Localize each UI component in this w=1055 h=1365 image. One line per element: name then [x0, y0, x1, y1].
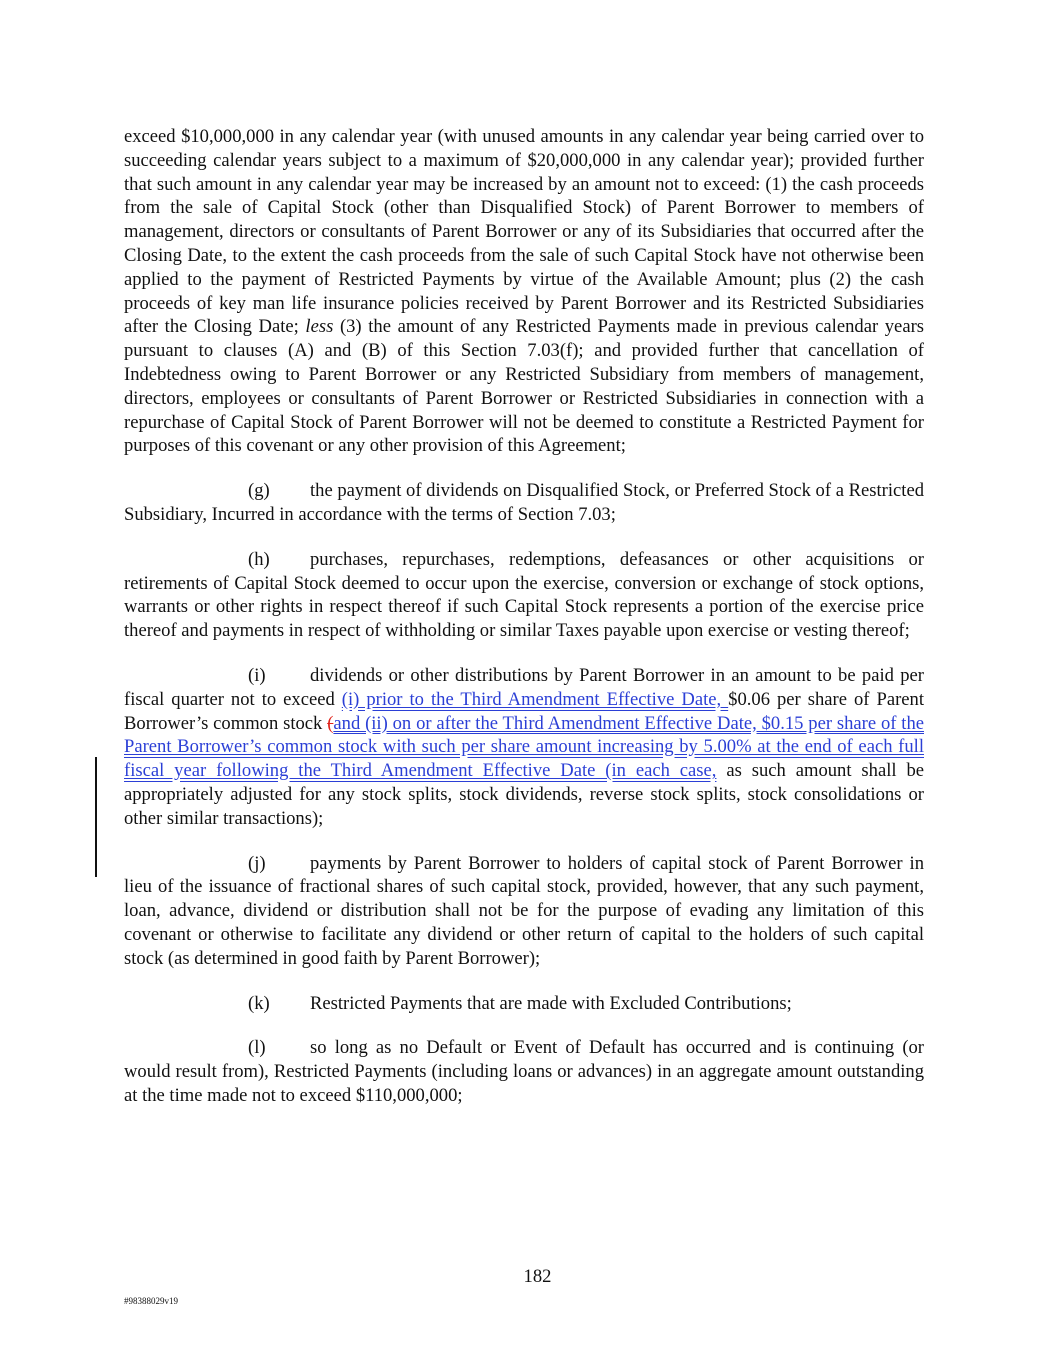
clause-text: purchases, repurchases, redemptions, defeasances or other acquisitions or retirements of Capital Stock deemed to occur upon the exercise, conversion or exchange of stock options, warrants or other rights in respect thereof if such Capital Stock represents a portion of the exercise price thereof and payments in respect of withholding or similar Taxes payable upon exercise or vesting thereof;: [124, 548, 924, 642]
clause-number: (i): [248, 664, 266, 686]
inserted-text: and (ii) on or after the Third Amendment Effective Date, $0.15 per share of the Parent Borrower’s common stock with such per share amount increasing by 5.00% at the end of each full fiscal year following the Third Amendment Effective Date (in each case,: [124, 712, 924, 782]
clause-text: $0.06 per share of Parent Borrower’s common stock: [124, 688, 924, 734]
clause-i: [124, 664, 924, 831]
paragraph-text: exceed $10,000,000 in any calendar year (with unused amounts in any calendar year being carried over to succeeding calendar years subject to a maximum of $20,000,000 in any calendar year); provided further that such amount in any calendar year may be increased by an amount not to exceed: (1) the cash proceeds from the sale of Capital Stock (other than Disqualified Stock) of Parent Borrower to members of management, directors or consultants of Parent Borrower or any of its Subsidiaries that occurred after the Closing Date, to the extent the cash proceeds from the sale of such Capital Stock have not otherwise been applied to the payment of Restricted Payments by virtue of the Available Amount; plus (2) the cash proceeds of key man life insurance policies received by Parent Borrower and its Restricted Subsidiaries after the Closing Date;: [124, 126, 924, 338]
clause-number: (k): [248, 992, 270, 1014]
clause-k: [124, 992, 924, 1016]
clause-text: dividends or other distributions by Parent Borrower in an amount to be paid per fiscal quarter not to exceed: [124, 664, 924, 710]
clause-number: (l): [248, 1037, 266, 1059]
clause-text: as such amount shall be appropriately adjusted for any stock splits, stock dividends, reverse stock splits, stock consolidations or other similar transactions);: [124, 760, 924, 829]
paragraph-continuation: [124, 125, 924, 458]
paragraph-text: (3) the amount of any Restricted Payments made in previous calendar years pursuant to clauses (A) and (B) of this Section 7.03(f); and provided further that cancellation of Indebtedness owing to Parent Borrower or any Restricted Subsidiary from members of management, directors, employees or consultants of Parent Borrower or Restricted Subsidiaries in connection with a repurchase of Capital Stock of Parent Borrower will not be deemed to constitute a Restricted Payment for purposes of this covenant or any other provision of this Agreement;: [124, 316, 924, 457]
document-body: [124, 125, 924, 1129]
page-number: 182: [523, 1266, 552, 1287]
revision-change-bar: [95, 757, 97, 877]
clause-h: [124, 548, 924, 643]
clause-number: (j): [248, 852, 266, 874]
clause-g: [124, 479, 924, 527]
clause-j: [124, 852, 924, 971]
clause-text: Restricted Payments that are made with Excluded Contributions;: [310, 992, 792, 1014]
document-id: #98388029v19: [124, 1296, 178, 1306]
clause-number: (g): [248, 480, 270, 502]
emphasis-less: less: [305, 316, 334, 338]
clause-text: the payment of dividends on Disqualified Stock, or Preferred Stock of a Restricted Subsidiary, Incurred in accordance with the terms of Section 7.03;: [124, 480, 924, 525]
inserted-text: (i) prior to the Third Amendment Effective Date,: [341, 688, 729, 710]
clause-text: so long as no Default or Event of Default has occurred and is continuing (or would result from), Restricted Payments (including loans or advances) in an aggregate amount outstanding at the time made not to exceed $110,000,000;: [124, 1037, 924, 1106]
clause-text: payments by Parent Borrower to holders of capital stock of Parent Borrower in lieu of the issuance of fractional shares of such capital stock, provided, however, that any such payment, loan, advance, dividend or distribution shall not be for the purpose of evading any limitation of this covenant or otherwise to facilitate any dividend or other return of capital to the holders of such capital stock (as determined in good faith by Parent Borrower);: [124, 852, 924, 969]
clause-number: (h): [248, 548, 270, 570]
clause-l: [124, 1036, 924, 1107]
deleted-text: (: [327, 712, 334, 734]
